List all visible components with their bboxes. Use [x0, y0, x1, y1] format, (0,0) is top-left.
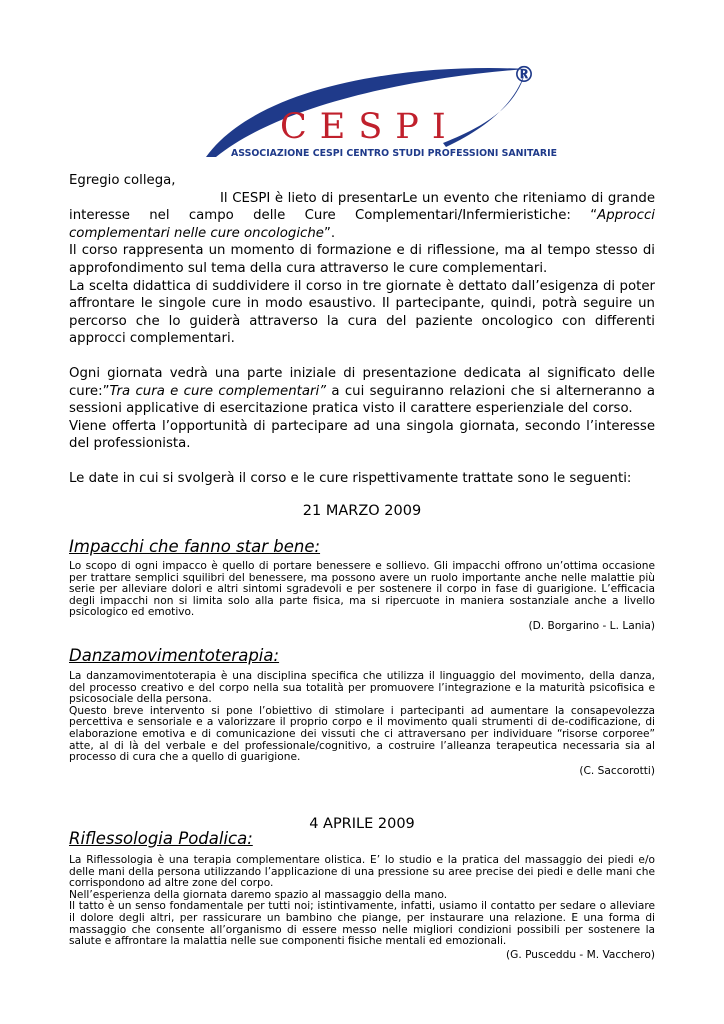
paragraph-6: Le date in cui si svolgerà il corso e le cure rispettivamente trattate sono le seguenti:	[69, 470, 632, 486]
logo-name: CESPI	[280, 107, 459, 147]
date-heading-1: 21 MARZO 2009	[302, 503, 422, 519]
paragraph-2: Il corso rappresenta un momento di formazione e di riflessione, ma al tempo stesso di approfondimento sul tema della cura attraverso le cure complementari.	[69, 243, 655, 276]
section-title-riflessologia: Riflessologia Podalica:	[69, 829, 253, 848]
section-paragraph: Questo breve intervento si pone l’obiettivo di stimolare i partecipanti ad aumentare la consapevolezza percettiva e sensoriale e a valorizzare il proprio corpo e il movimento quali strumenti di de-codificazione, di elaborazione emotiva e di comunicazione dei vissuti che ci attraversano per individuare “risorse corporee” atte, al di là del verbale e del professionale/cognitivo, a costruire l’alleanza terapeutica necessaria sia al processo di cura che a quello di guarigione.	[69, 704, 655, 764]
paragraph-3: La scelta didattica di suddividere il corso in tre giornate è dettato dall’esigenza di poter affrontare le singole cure in modo esaustivo. Il partecipante, quindi, potrà seguire un percorso che lo guiderà attraverso la cura del paziente oncologico con differenti approcci complementari.	[69, 278, 655, 347]
paragraph-4: Ogni giornata vedrà una parte iniziale di presentazione dedicata al significato delle cure:”Tra cura e cure complementari” a cui seguiranno relazioni che si alterneranno a sessioni applicative di esercitazione pratica visto il carattere esperienziale del corso.	[69, 365, 656, 417]
greeting: Egregio collega,	[69, 173, 176, 188]
section-paragraph: Il tatto è un senso fondamentale per tutti noi; istintivamente, infatti, usiamo il contatto per sedare o alleviare il dolore degli altri, per rassicurare un bambino che piange, per instaurare una relazione. E una forma di massaggio che consente all’organismo di essere messo nelle migliori condizioni possibili per sostenere la salute e affrontare la malattia nelle sue componenti fisiche mentali ed emozionali.	[69, 900, 655, 948]
section-paragraph: Lo scopo di ogni impacco è quello di portare benessere e sollievo. Gli impacchi offrono un’ottima occasione per trattare semplici squilibri del benessere, ma possono avere un ruolo importante anche nelle malattie più serie per alleviare dolori e altri sintomi sgradevoli e per sostenere il corpo in fase di guarigione. L’efficacia degli impacchi non si limita solo alla parte fisica, ma si ripercuote in maniera sostanziale anche a livello psicologico ed emotivo.	[69, 560, 655, 619]
section-credit: (C. Saccorotti)	[579, 764, 655, 777]
section-credit: (G. Pusceddu - M. Vacchero)	[506, 948, 655, 961]
letter-intro	[69, 172, 655, 488]
section-danzamovimentoterapia	[69, 671, 655, 778]
section-paragraph: Nell’esperienza della giornata daremo spazio al massaggio della mano.	[69, 888, 448, 901]
date-heading-2: 4 APRILE 2009	[309, 816, 415, 832]
section-paragraph: La Riflessologia è una terapia complementare olistica. E’ lo studio e la pratica del massaggio dei piedi e/o delle mani della persona utilizzando l’applicazione di una pressione su aree precise dei piedi e delle mani che corrispondono ad altre zone del corpo.	[69, 854, 655, 890]
paragraph-1: Il CESPI è lieto di presentarLe un evento che riteniamo di grande interesse nel campo delle Cure Complementari/Infermieristiche: “Approcci complementari nelle cure oncologiche”.	[69, 190, 655, 241]
section-title-impacchi: Impacchi che fanno star bene:	[69, 537, 321, 556]
registered-mark: ®	[513, 63, 535, 88]
section-paragraph: La danzamovimentoterapia è una disciplina specifica che utilizza il linguaggio del movimento, della danza, del processo creativo e del corpo nella sua totalità per promuovere l’integrazione e la maturità psicofisica e psicosociale della persona.	[69, 670, 655, 706]
paragraph-5: Viene offerta l’opportunità di partecipare ad una singola giornata, secondo l’interesse del professionista.	[69, 418, 655, 452]
section-title-danzamovimentoterapia: Danzamovimentoterapia:	[69, 646, 280, 665]
section-impacchi	[69, 561, 655, 633]
section-credit: (D. Borgarino - L. Lania)	[528, 619, 655, 632]
cespi-logo	[188, 55, 558, 165]
section-riflessologia	[69, 855, 655, 962]
logo-subtitle: ASSOCIAZIONE CESPI CENTRO STUDI PROFESSIONI SANITARIE	[231, 148, 558, 159]
